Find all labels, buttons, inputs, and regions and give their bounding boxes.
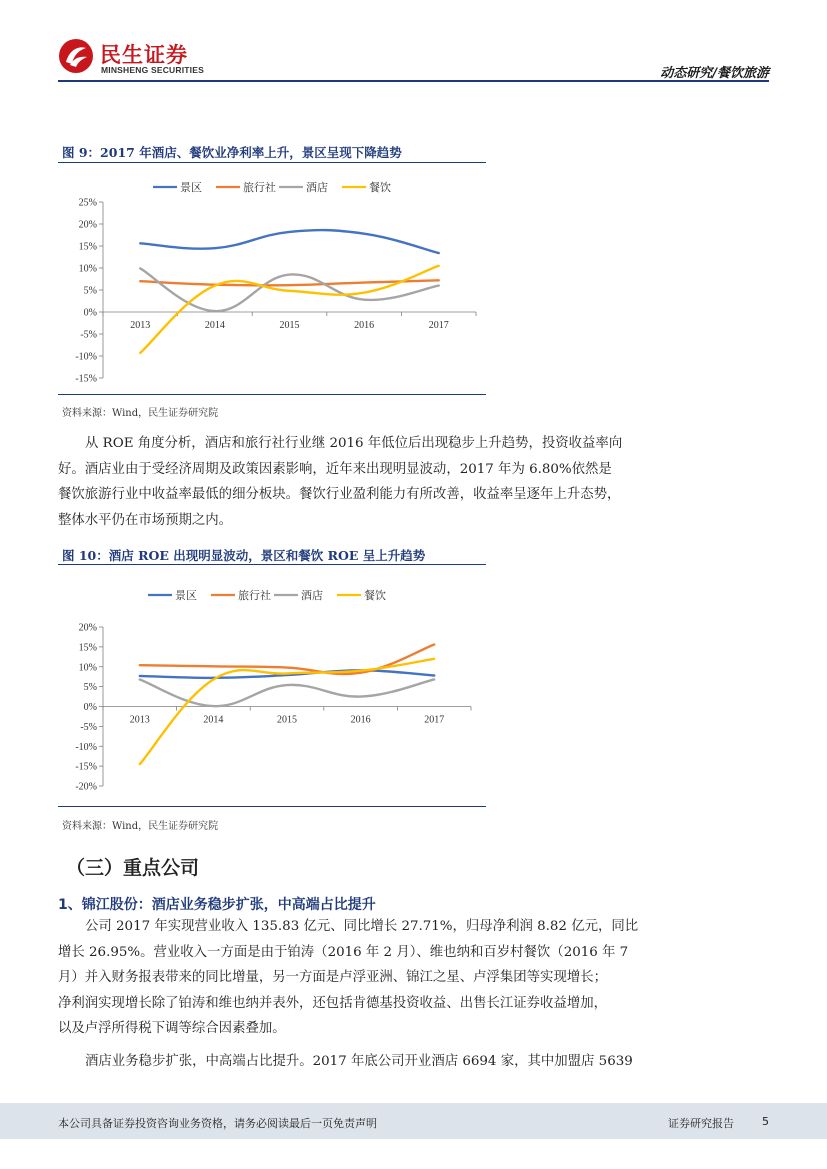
x-tick-label: 2016 [354, 320, 375, 331]
paragraph-line: 酒店业务稳步扩张，中高端占比提升。2017 年底公司开业酒店 6694 家，其中加盟店 5639 [85, 1054, 633, 1069]
x-tick-label: 2017 [428, 320, 449, 331]
y-tick-label: 15% [78, 241, 97, 253]
legend-label: 景区 [175, 589, 197, 602]
section-heading: （三）重点公司 [66, 857, 200, 879]
x-tick-label: 2013 [129, 714, 150, 726]
y-tick-label: -5% [80, 721, 97, 733]
company-logo [58, 38, 218, 80]
paragraph-line: 从 ROE 角度分析，酒店和旅行社行业继 2016 年低位后出现稳步上升趋势，投资收益率向 [85, 436, 623, 451]
y-tick-label: -15% [75, 373, 97, 385]
x-tick-label: 2016 [350, 714, 371, 726]
footer-disclaimer: 本公司具备证券投资咨询业务资格，请务必阅读最后一页免责声明 [58, 1117, 377, 1130]
figure-9-bottom-rule [58, 394, 486, 395]
x-tick-label: 2015 [277, 714, 297, 726]
series-line [140, 266, 438, 353]
y-tick-label: 10% [78, 662, 97, 674]
figure-10-caption: 图 10：酒店 ROE 出现明显波动，景区和餐饮 ROE 呈上升趋势 [62, 548, 426, 563]
report-section-label: 动态研究/餐饮旅游 [660, 66, 769, 81]
paragraph-line: 餐饮旅游行业中收益率最低的细分板块。餐饮行业盈利能力有所改善，收益率呈逐年上升态势， [58, 487, 621, 502]
figure-9-caption: 图 9：2017 年酒店、餐饮业净利率上升，景区呈现下降趋势 [62, 145, 402, 160]
x-tick-label: 2015 [279, 320, 300, 331]
logo-text-en: MINSHENG SECURITIES [101, 65, 204, 75]
paragraph-line: 公司 2017 年实现营业收入 135.83 亿元、同比增长 27.71%，归母净利润 8.82 亿元，同比 [85, 919, 639, 934]
x-tick-label: 2013 [130, 320, 151, 331]
logo-emblem-icon [58, 38, 94, 74]
page-number: 5 [762, 1115, 769, 1128]
paragraph-line: 净利润实现增长除了铂涛和维也纳并表外，还包括肯德基投资收益、出售长江证券收益增加， [58, 995, 608, 1011]
y-tick-label: -5% [80, 329, 97, 341]
header-divider [58, 80, 769, 82]
legend-label: 旅行社 [238, 589, 271, 602]
hotel-paragraph [58, 1049, 769, 1075]
company-subheading: 1、锦江股份：酒店业务稳步扩张，中高端占比提升 [58, 897, 376, 913]
y-tick-label: 20% [78, 219, 97, 231]
paragraph-line: 以及卢浮所得税下调等综合因素叠加。 [58, 1021, 286, 1036]
y-tick-label: 5% [83, 285, 97, 297]
y-tick-label: 10% [78, 263, 97, 275]
series-line [140, 679, 434, 706]
paragraph-line: 整体水平仍在市场预期之内。 [58, 512, 233, 528]
y-tick-label: 5% [83, 682, 97, 694]
legend-label: 餐饮 [369, 181, 391, 194]
y-tick-label: -15% [75, 761, 97, 773]
x-tick-label: 2014 [203, 714, 224, 726]
y-tick-label: -20% [75, 781, 97, 793]
x-tick-label: 2014 [204, 320, 225, 331]
legend-label: 酒店 [301, 589, 323, 602]
series-line [140, 659, 434, 764]
legend-label: 酒店 [306, 181, 328, 194]
logo-text-cn: 民生证券 [100, 43, 188, 67]
legend-label: 餐饮 [364, 589, 386, 602]
figure-9-chart [58, 168, 488, 393]
paragraph-line: 增长 26.95%。营业收入一方面是由于铂涛（2016 年 2 月）、维也纳和百岁村餐饮（2016 年 7 [58, 944, 629, 960]
y-tick-label: 20% [78, 622, 97, 634]
company-paragraph [58, 914, 769, 1042]
y-tick-label: -10% [75, 741, 97, 753]
y-tick-label: 0% [83, 307, 97, 319]
y-tick-label: 25% [78, 197, 97, 209]
legend-label: 景区 [180, 181, 202, 194]
figure-10-source: 资料来源：Wind，民生证券研究院 [62, 821, 219, 832]
figure-10-bottom-rule [58, 806, 486, 807]
y-tick-label: -10% [75, 351, 97, 363]
figure-10-chart [58, 578, 488, 800]
chart-legend [148, 588, 386, 602]
y-tick-label: 0% [83, 702, 97, 713]
analysis-paragraph [58, 431, 769, 533]
figure-10-top-rule [58, 564, 486, 565]
chart-legend [153, 180, 391, 194]
y-tick-label: 15% [78, 642, 97, 654]
x-tick-label: 2017 [424, 714, 445, 726]
paragraph-line: 月）并入财务报表带来的同比增量，另一方面是卢浮亚洲、锦江之星、卢浮集团等实现增长； [58, 970, 608, 985]
paragraph-line: 好。酒店业由于受经济周期及政策因素影响，近年来出现明显波动，2017 年为 6.80%依然是 [58, 461, 612, 477]
footer-report-type: 证券研究报告 [668, 1117, 734, 1130]
series-line [140, 644, 434, 674]
figure-9-top-rule [58, 162, 486, 163]
series-line [140, 230, 438, 253]
legend-label: 旅行社 [243, 181, 276, 194]
figure-9-source: 资料来源：Wind，民生证券研究院 [62, 408, 219, 419]
